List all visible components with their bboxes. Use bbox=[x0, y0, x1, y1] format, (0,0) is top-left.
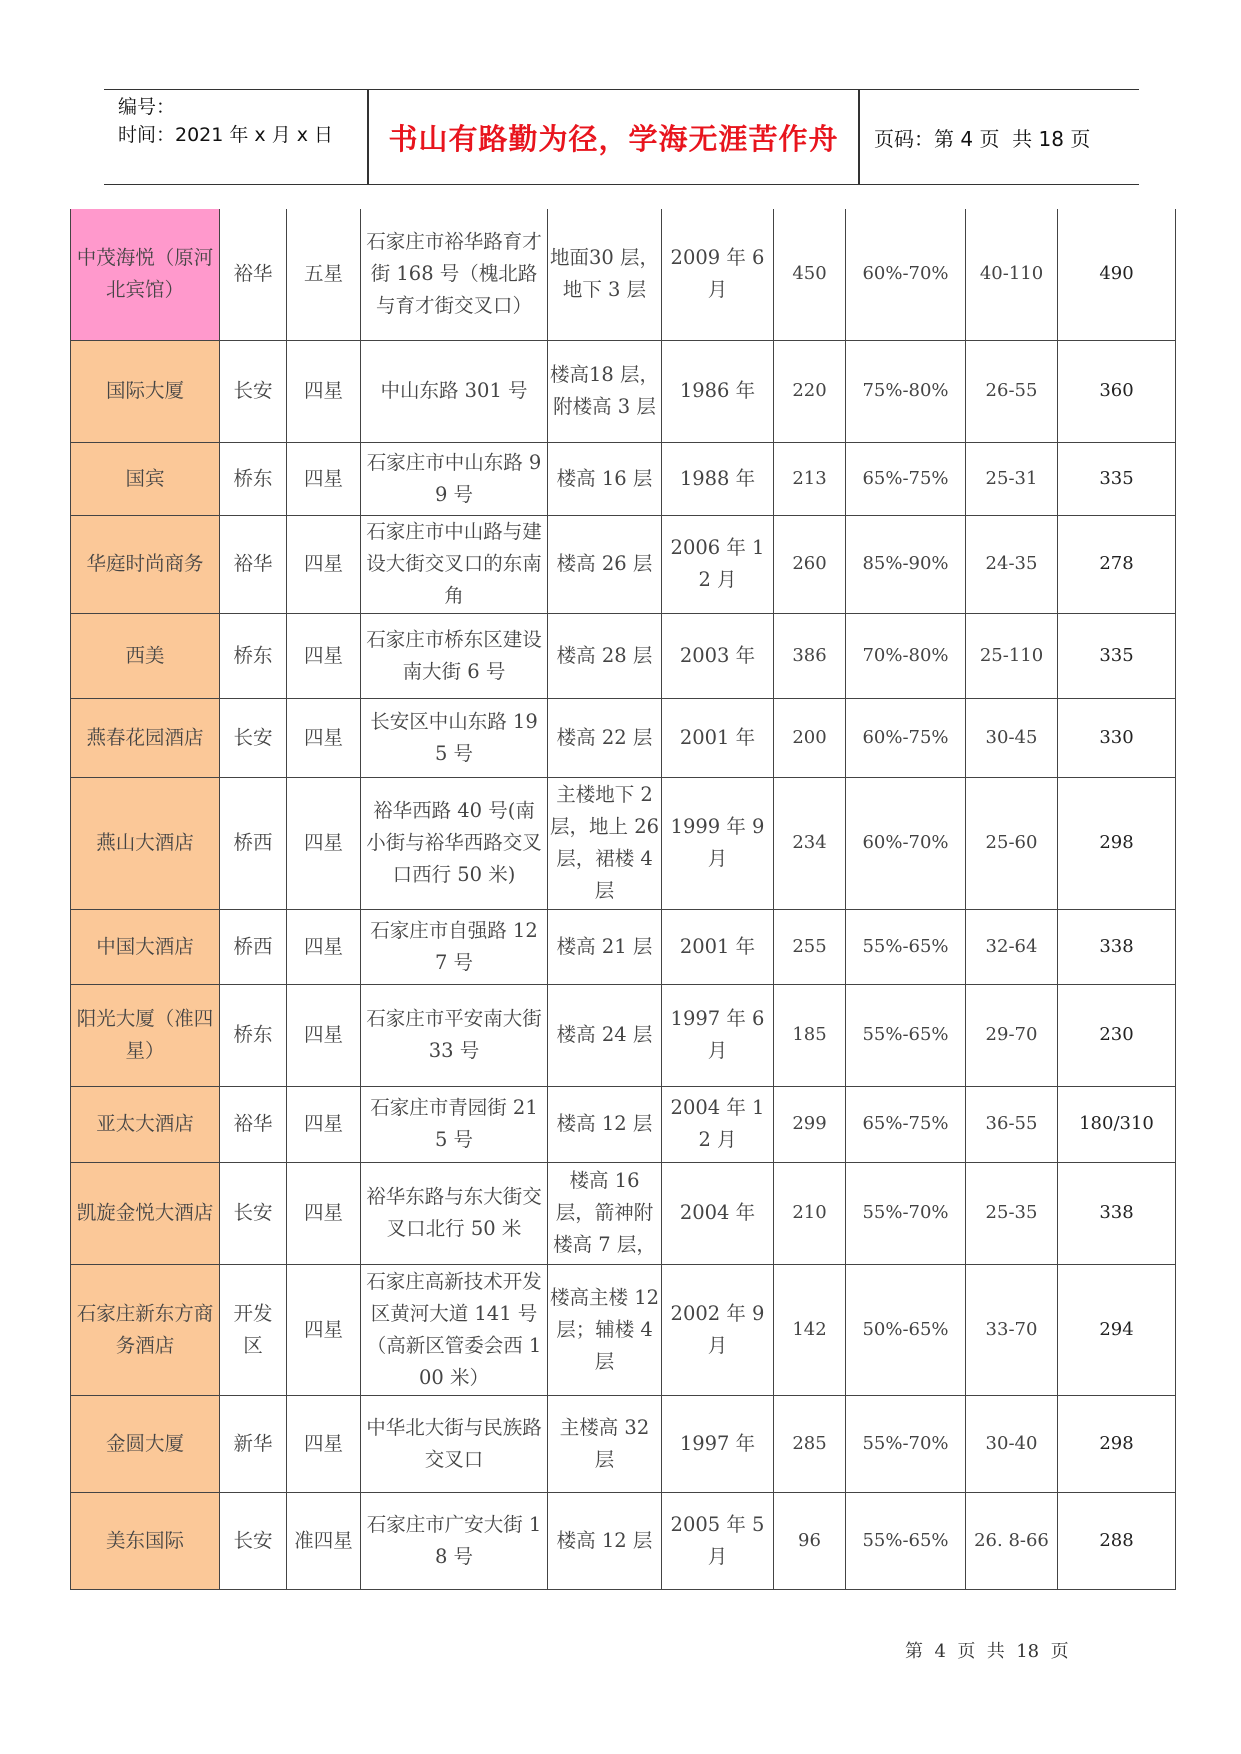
star-rating-cell: 四星 bbox=[287, 442, 361, 515]
room-area-cell: 30-40 bbox=[966, 1395, 1058, 1492]
table-row bbox=[71, 1395, 1176, 1492]
hotel-name-cell: 国际大厦 bbox=[71, 340, 220, 442]
price-cell: 330 bbox=[1058, 698, 1176, 777]
floors-cell: 楼高 28 层 bbox=[548, 613, 662, 698]
price-cell: 230 bbox=[1058, 984, 1176, 1086]
star-rating-cell: 四星 bbox=[287, 698, 361, 777]
occupancy-rate-cell: 65%-75% bbox=[846, 442, 966, 515]
price-cell: 298 bbox=[1058, 777, 1176, 909]
page-footer: 第 4 页 共 18 页 bbox=[905, 1641, 1069, 1662]
hotel-name-cell: 中国大酒店 bbox=[71, 909, 220, 984]
occupancy-rate-cell: 65%-75% bbox=[846, 1086, 966, 1162]
floors-cell: 楼高主楼 12 层；辅楼 4 层 bbox=[548, 1264, 662, 1395]
price-cell: 335 bbox=[1058, 613, 1176, 698]
header-meta bbox=[118, 93, 333, 149]
occupancy-rate-cell: 60%-70% bbox=[846, 209, 966, 340]
document-number-label: 编号： bbox=[118, 96, 176, 118]
hotel-name-cell: 中茂海悦（原河北宾馆） bbox=[71, 209, 220, 340]
opening-date-cell: 2002 年 9 月 bbox=[662, 1264, 774, 1395]
table-row bbox=[71, 340, 1176, 442]
district-cell: 长安 bbox=[220, 698, 287, 777]
opening-date-cell: 1999 年 9 月 bbox=[662, 777, 774, 909]
table-row bbox=[71, 984, 1176, 1086]
address-cell: 石家庄市桥东区建设南大街 6 号 bbox=[361, 613, 548, 698]
room-count-cell: 234 bbox=[774, 777, 846, 909]
district-cell: 开发区 bbox=[220, 1264, 287, 1395]
district-cell: 裕华 bbox=[220, 209, 287, 340]
opening-date-cell: 2004 年 12 月 bbox=[662, 1086, 774, 1162]
star-rating-cell: 四星 bbox=[287, 984, 361, 1086]
address-cell: 石家庄市平安南大街 33 号 bbox=[361, 984, 548, 1086]
room-count-cell: 185 bbox=[774, 984, 846, 1086]
star-rating-cell: 四星 bbox=[287, 777, 361, 909]
hotel-name-cell: 阳光大厦（准四星） bbox=[71, 984, 220, 1086]
star-rating-cell: 四星 bbox=[287, 1086, 361, 1162]
floors-cell: 楼高18 层，附楼高 3 层 bbox=[548, 340, 662, 442]
room-area-cell: 29-70 bbox=[966, 984, 1058, 1086]
table-row bbox=[71, 1492, 1176, 1589]
table-row bbox=[71, 1086, 1176, 1162]
opening-date-cell: 1997 年 bbox=[662, 1395, 774, 1492]
price-cell: 278 bbox=[1058, 515, 1176, 613]
hotel-name-cell: 燕山大酒店 bbox=[71, 777, 220, 909]
opening-date-cell: 1986 年 bbox=[662, 340, 774, 442]
occupancy-rate-cell: 70%-80% bbox=[846, 613, 966, 698]
occupancy-rate-cell: 55%-65% bbox=[846, 1492, 966, 1589]
opening-date-cell: 2001 年 bbox=[662, 698, 774, 777]
district-cell: 长安 bbox=[220, 1162, 287, 1264]
room-count-cell: 200 bbox=[774, 698, 846, 777]
hotel-name-cell: 国宾 bbox=[71, 442, 220, 515]
table-row bbox=[71, 515, 1176, 613]
room-area-cell: 40-110 bbox=[966, 209, 1058, 340]
price-cell: 180/310 bbox=[1058, 1086, 1176, 1162]
opening-date-cell: 1997 年 6 月 bbox=[662, 984, 774, 1086]
district-cell: 新华 bbox=[220, 1395, 287, 1492]
room-area-cell: 33-70 bbox=[966, 1264, 1058, 1395]
address-cell: 长安区中山东路 195 号 bbox=[361, 698, 548, 777]
address-cell: 石家庄市中山东路 99 号 bbox=[361, 442, 548, 515]
price-cell: 335 bbox=[1058, 442, 1176, 515]
room-count-cell: 220 bbox=[774, 340, 846, 442]
hotel-name-cell: 石家庄新东方商务酒店 bbox=[71, 1264, 220, 1395]
opening-date-cell: 2006 年 12 月 bbox=[662, 515, 774, 613]
occupancy-rate-cell: 55%-65% bbox=[846, 984, 966, 1086]
district-cell: 桥东 bbox=[220, 613, 287, 698]
occupancy-rate-cell: 55%-70% bbox=[846, 1162, 966, 1264]
hotel-name-cell: 金圆大厦 bbox=[71, 1395, 220, 1492]
room-area-cell: 32-64 bbox=[966, 909, 1058, 984]
room-area-cell: 26. 8-66 bbox=[966, 1492, 1058, 1589]
table-row bbox=[71, 909, 1176, 984]
price-cell: 338 bbox=[1058, 909, 1176, 984]
opening-date-cell: 2001 年 bbox=[662, 909, 774, 984]
floors-cell: 楼高 22 层 bbox=[548, 698, 662, 777]
district-cell: 裕华 bbox=[220, 515, 287, 613]
price-cell: 298 bbox=[1058, 1395, 1176, 1492]
address-cell: 中华北大街与民族路交叉口 bbox=[361, 1395, 548, 1492]
star-rating-cell: 四星 bbox=[287, 1395, 361, 1492]
table-row bbox=[71, 1264, 1176, 1395]
table-row bbox=[71, 777, 1176, 909]
district-cell: 长安 bbox=[220, 340, 287, 442]
floors-cell: 主楼高 32 层 bbox=[548, 1395, 662, 1492]
header-page-number bbox=[874, 90, 1090, 184]
occupancy-rate-cell: 85%-90% bbox=[846, 515, 966, 613]
star-rating-cell: 五星 bbox=[287, 209, 361, 340]
star-rating-cell: 四星 bbox=[287, 515, 361, 613]
floors-cell: 地面30 层，地下 3 层 bbox=[548, 209, 662, 340]
hotel-name-cell: 华庭时尚商务 bbox=[71, 515, 220, 613]
address-cell: 石家庄市青园街 215 号 bbox=[361, 1086, 548, 1162]
table-row bbox=[71, 698, 1176, 777]
room-area-cell: 25-35 bbox=[966, 1162, 1058, 1264]
address-cell: 石家庄市中山路与建设大街交叉口的东南角 bbox=[361, 515, 548, 613]
room-count-cell: 142 bbox=[774, 1264, 846, 1395]
document-time-label: 时间：2021 年 x 月 x 日 bbox=[118, 124, 334, 146]
hotel-name-cell: 亚太大酒店 bbox=[71, 1086, 220, 1162]
floors-cell: 楼高 16 层，箭神附楼高 7 层， bbox=[548, 1162, 662, 1264]
opening-date-cell: 2004 年 bbox=[662, 1162, 774, 1264]
star-rating-cell: 四星 bbox=[287, 613, 361, 698]
star-rating-cell: 准四星 bbox=[287, 1492, 361, 1589]
header-page-label: 页码：第 4 页 共 18 页 bbox=[874, 126, 1091, 151]
address-cell: 石家庄市裕华路育才街 168 号（槐北路与育才街交叉口） bbox=[361, 209, 548, 340]
hotel-name-cell: 燕春花园酒店 bbox=[71, 698, 220, 777]
table-row bbox=[71, 442, 1176, 515]
star-rating-cell: 四星 bbox=[287, 1162, 361, 1264]
district-cell: 桥东 bbox=[220, 984, 287, 1086]
room-count-cell: 213 bbox=[774, 442, 846, 515]
room-area-cell: 30-45 bbox=[966, 698, 1058, 777]
star-rating-cell: 四星 bbox=[287, 340, 361, 442]
room-count-cell: 386 bbox=[774, 613, 846, 698]
occupancy-rate-cell: 55%-65% bbox=[846, 909, 966, 984]
floors-cell: 楼高 21 层 bbox=[548, 909, 662, 984]
opening-date-cell: 2003 年 bbox=[662, 613, 774, 698]
hotel-table bbox=[70, 209, 1176, 1590]
address-cell: 裕华西路 40 号(南小街与裕华西路交叉口西行 50 米) bbox=[361, 777, 548, 909]
page-header bbox=[104, 89, 1139, 185]
room-area-cell: 36-55 bbox=[966, 1086, 1058, 1162]
occupancy-rate-cell: 75%-80% bbox=[846, 340, 966, 442]
table-row bbox=[71, 613, 1176, 698]
occupancy-rate-cell: 60%-70% bbox=[846, 777, 966, 909]
occupancy-rate-cell: 50%-65% bbox=[846, 1264, 966, 1395]
district-cell: 长安 bbox=[220, 1492, 287, 1589]
occupancy-rate-cell: 55%-70% bbox=[846, 1395, 966, 1492]
district-cell: 裕华 bbox=[220, 1086, 287, 1162]
address-cell: 石家庄市广安大街 18 号 bbox=[361, 1492, 548, 1589]
room-count-cell: 299 bbox=[774, 1086, 846, 1162]
price-cell: 294 bbox=[1058, 1264, 1176, 1395]
room-count-cell: 255 bbox=[774, 909, 846, 984]
room-count-cell: 210 bbox=[774, 1162, 846, 1264]
star-rating-cell: 四星 bbox=[287, 1264, 361, 1395]
address-cell: 裕华东路与东大街交叉口北行 50 米 bbox=[361, 1162, 548, 1264]
hotel-name-cell: 西美 bbox=[71, 613, 220, 698]
table-row bbox=[71, 1162, 1176, 1264]
hotel-name-cell: 美东国际 bbox=[71, 1492, 220, 1589]
district-cell: 桥西 bbox=[220, 777, 287, 909]
room-area-cell: 24-35 bbox=[966, 515, 1058, 613]
room-count-cell: 96 bbox=[774, 1492, 846, 1589]
floors-cell: 楼高 16 层 bbox=[548, 442, 662, 515]
floors-cell: 楼高 24 层 bbox=[548, 984, 662, 1086]
room-area-cell: 25-31 bbox=[966, 442, 1058, 515]
room-area-cell: 25-60 bbox=[966, 777, 1058, 909]
opening-date-cell: 2009 年 6 月 bbox=[662, 209, 774, 340]
opening-date-cell: 2005 年 5 月 bbox=[662, 1492, 774, 1589]
floors-cell: 楼高 12 层 bbox=[548, 1086, 662, 1162]
address-cell: 石家庄市自强路 127 号 bbox=[361, 909, 548, 984]
floors-cell: 楼高 26 层 bbox=[548, 515, 662, 613]
floors-cell: 楼高 12 层 bbox=[548, 1492, 662, 1589]
room-area-cell: 25-110 bbox=[966, 613, 1058, 698]
header-motto: 书山有路勤为径，学海无涯苦作舟 bbox=[388, 121, 839, 156]
header-divider-right bbox=[858, 90, 860, 184]
table-row bbox=[71, 209, 1176, 340]
price-cell: 338 bbox=[1058, 1162, 1176, 1264]
district-cell: 桥东 bbox=[220, 442, 287, 515]
star-rating-cell: 四星 bbox=[287, 909, 361, 984]
occupancy-rate-cell: 60%-75% bbox=[846, 698, 966, 777]
address-cell: 中山东路 301 号 bbox=[361, 340, 548, 442]
opening-date-cell: 1988 年 bbox=[662, 442, 774, 515]
room-count-cell: 285 bbox=[774, 1395, 846, 1492]
price-cell: 360 bbox=[1058, 340, 1176, 442]
price-cell: 288 bbox=[1058, 1492, 1176, 1589]
hotel-name-cell: 凯旋金悦大酒店 bbox=[71, 1162, 220, 1264]
room-count-cell: 450 bbox=[774, 209, 846, 340]
address-cell: 石家庄高新技术开发区黄河大道 141 号（高新区管委会西 100 米） bbox=[361, 1264, 548, 1395]
price-cell: 490 bbox=[1058, 209, 1176, 340]
room-area-cell: 26-55 bbox=[966, 340, 1058, 442]
floors-cell: 主楼地下 2 层，地上 26 层，裙楼 4 层 bbox=[548, 777, 662, 909]
room-count-cell: 260 bbox=[774, 515, 846, 613]
district-cell: 桥西 bbox=[220, 909, 287, 984]
